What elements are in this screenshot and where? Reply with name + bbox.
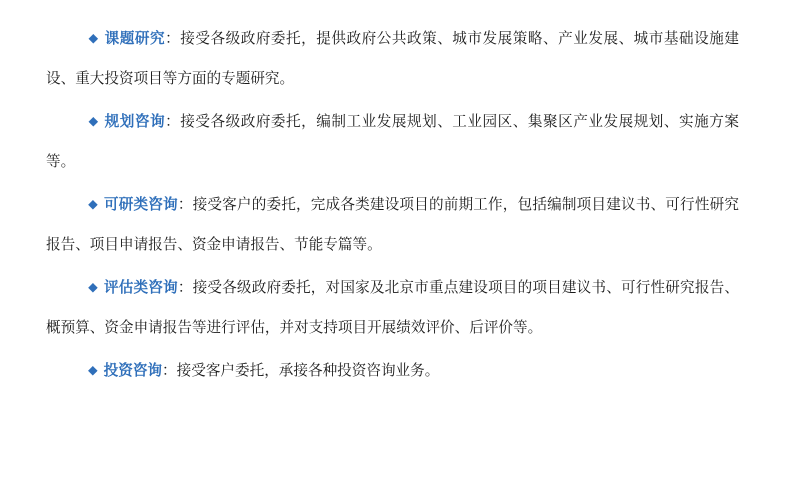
service-item <box>46 267 739 348</box>
service-description: 接受各级政府委托，对国家及北京市重点建设项目的项目建议书、可行性研究报告、概预算、资金申请报告等进行评估，并对支持项目开展绩效评价、后评价等。 <box>46 280 739 336</box>
service-item <box>46 101 739 182</box>
diamond-bullet-icon: ◆ <box>88 197 98 211</box>
diamond-bullet-icon: ◆ <box>88 31 99 45</box>
service-term: 评估类咨询 <box>103 280 178 296</box>
service-item <box>46 18 739 99</box>
term-colon: ： <box>162 363 177 379</box>
service-term: 可研类咨询 <box>103 197 178 213</box>
service-item <box>46 350 739 391</box>
term-colon: ： <box>165 31 181 47</box>
service-description: 接受客户委托，承接各种投资咨询业务。 <box>176 363 440 379</box>
term-colon: ： <box>165 114 181 130</box>
service-description: 接受客户的委托，完成各类建设项目的前期工作，包括编制项目建议书、可行性研究报告、项目申请报告、资金申请报告、节能专篇等。 <box>46 197 739 253</box>
term-colon: ： <box>177 280 193 296</box>
service-term: 规划咨询 <box>104 114 166 130</box>
service-term: 投资咨询 <box>103 363 163 379</box>
service-description: 接受各级政府委托，提供政府公共政策、城市发展策略、产业发展、城市基础设施建设、重大投资项目等方面的专题研究。 <box>46 31 739 87</box>
diamond-bullet-icon: ◆ <box>88 114 99 128</box>
diamond-bullet-icon: ◆ <box>88 280 98 294</box>
service-term: 课题研究 <box>104 31 166 47</box>
diamond-bullet-icon: ◆ <box>88 363 98 377</box>
term-colon: ： <box>177 197 193 213</box>
service-item <box>46 184 739 265</box>
service-description: 接受各级政府委托，编制工业发展规划、工业园区、集聚区产业发展规划、实施方案等。 <box>46 114 739 170</box>
